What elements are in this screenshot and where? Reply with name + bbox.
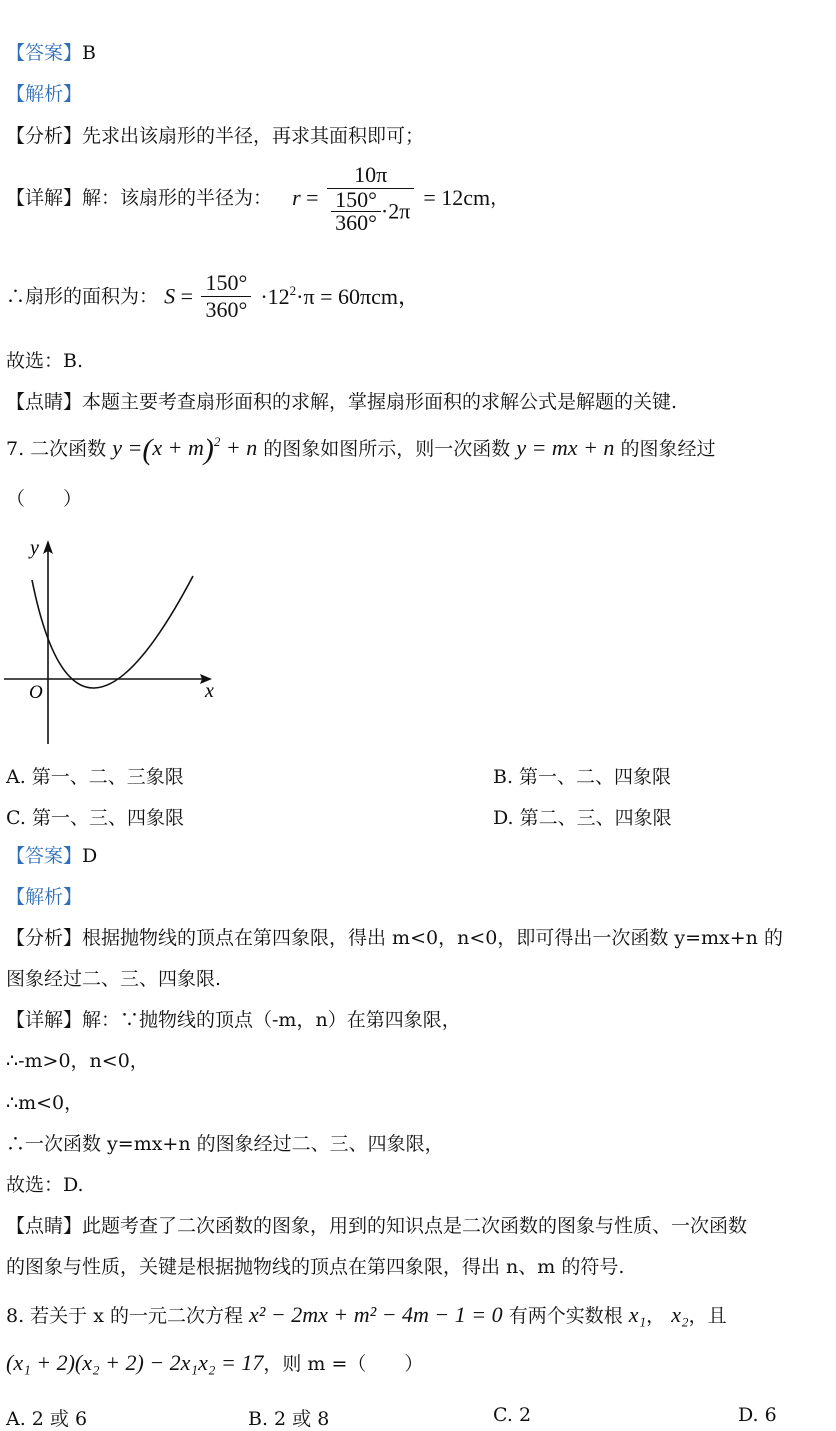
q7-eq2: y = mx + n: [516, 435, 615, 460]
q6-area-line: ∴扇形的面积为： S = $\frac{150^\circ}{360^\circ}$ $\cdot 12^2\cdot\pi = 60\pi cm$，: [6, 270, 420, 323]
q6-analysis-tag: 【解析】: [6, 83, 83, 105]
q7-blank: （ ）: [6, 488, 83, 510]
area-var: S: [164, 283, 176, 309]
answer-tag: 【答案】: [6, 845, 83, 867]
q7-fenxi-1: 【分析】根据抛物线的顶点在第四象限，得出 m<0，n<0，即可得出一次函数 y=mx+n 的: [6, 927, 783, 949]
q8-stem-1: 8. 若关于 x 的一元二次方程 x² − 2mx + m² − 4m − 1 = 0 有两个实数根 x₁， x₂，且: [6, 1302, 727, 1327]
q8-condition: (x₁ + 2)(x₂ + 2) − 2x₁x₂ = 17: [6, 1350, 264, 1375]
q7-fenxi-2: 图象经过二、三、四象限.: [6, 968, 222, 990]
radius-result: = 12cm: [423, 185, 491, 210]
answer-value: B: [82, 42, 96, 64]
q8-root-2: x₂: [671, 1302, 689, 1327]
q7-eq1: $y =(x + m)^2 + n$: [112, 433, 258, 466]
q7-analysis-tag: 【解析】: [6, 886, 83, 908]
q8-option-a[interactable]: A. 2 或 6: [6, 1408, 88, 1430]
q8-option-c[interactable]: C. 2: [493, 1404, 532, 1426]
q7-dianjing-1: 【点睛】此题考查了二次函数的图象，用到的知识点是二次函数的图象与性质、一次函数: [6, 1215, 748, 1237]
q6-answer-line: [6, 42, 96, 65]
q7-step-1: ∴-m>0，n<0，: [6, 1050, 149, 1072]
q7-option-b[interactable]: B. 第一、二、四象限: [493, 766, 672, 788]
q8-option-b[interactable]: B. 2 或 8: [248, 1408, 330, 1430]
q7-option-a[interactable]: A. 第一、二、三象限: [6, 766, 184, 788]
area-intro: ∴扇形的面积为：: [6, 285, 159, 308]
radius-numerator: 10π: [327, 162, 414, 189]
fenxi-text: 先求出该扇形的半径，再求其面积即可；: [82, 125, 425, 147]
q6-xiangjie: 【详解】解：该扇形的半径为： r = 10π $\frac{150^\circ}{360^\circ}$ ·2π = 12cm，: [6, 162, 510, 236]
area-frac-den: 360°: [205, 297, 248, 323]
q7-option-c[interactable]: C. 第一、三、四象限: [6, 807, 184, 829]
radius-den-mult: ·2π: [380, 198, 411, 224]
q7-option-d[interactable]: D. 第二、三、四象限: [493, 807, 672, 829]
answer-value: D: [82, 845, 98, 867]
q8-root-1: x₁: [628, 1302, 647, 1327]
area-fraction: [201, 270, 251, 324]
q7-dianjing-2: 的图象与性质，关键是根据抛物线的顶点在第四象限，得出 n、m 的符号.: [6, 1256, 625, 1278]
y-axis-label: y: [30, 537, 39, 559]
answer-tag: 【答案】: [6, 42, 83, 64]
q7-step-2: ∴m<0，: [6, 1092, 84, 1114]
q7-step-3: ∴一次函数 y=mx+n 的图象经过二、三、四象限，: [6, 1133, 444, 1155]
q7-choice: 故选：D.: [6, 1174, 84, 1196]
area-frac-num: 150°: [201, 270, 251, 297]
radius-var: r: [292, 185, 301, 210]
q7-answer-line: [6, 845, 97, 868]
fenxi-tag: 【分析】: [6, 125, 83, 147]
radius-den-bottom: 360°: [335, 210, 377, 236]
dianjing-text: 本题主要考查扇形面积的求解，掌握扇形面积的求解公式是解题的关键.: [82, 391, 678, 413]
parabola-graph: [0, 532, 225, 752]
q7-stem: 7. 二次函数 $y =(x + m)^2 + n$ 的图象如图所示，则一次函数 y = mx + n 的图象经过: [6, 433, 716, 466]
x-axis-label: x: [205, 680, 214, 702]
q6-choice: 故选：B.: [6, 350, 84, 372]
q7-xiangjie: 【详解】解：∵抛物线的顶点（-m，n）在第四象限，: [6, 1009, 461, 1031]
radius-fraction: [327, 162, 414, 234]
dianjing-tag: 【点睛】: [6, 391, 83, 413]
area-rest: $\cdot 12^2\cdot\pi = 60\pi cm$，: [260, 283, 420, 310]
radius-den-top: 150°: [331, 189, 381, 212]
q8-equation: x² − 2mx + m² − 4m − 1 = 0: [249, 1302, 503, 1327]
origin-label: O: [29, 682, 43, 703]
q8-option-d[interactable]: D. 6: [738, 1404, 777, 1426]
xiangjie-label: 【详解】解：该扇形的半径为：: [6, 186, 273, 209]
parabola-curve: [32, 576, 193, 688]
radius-denominator: [327, 189, 414, 234]
q8-stem-2: (x₁ + 2)(x₂ + 2) − 2x₁x₂ = 17，则 m =（ ）: [6, 1350, 424, 1375]
q6-dianjing: [6, 391, 677, 414]
q6-fenxi: [6, 125, 424, 148]
